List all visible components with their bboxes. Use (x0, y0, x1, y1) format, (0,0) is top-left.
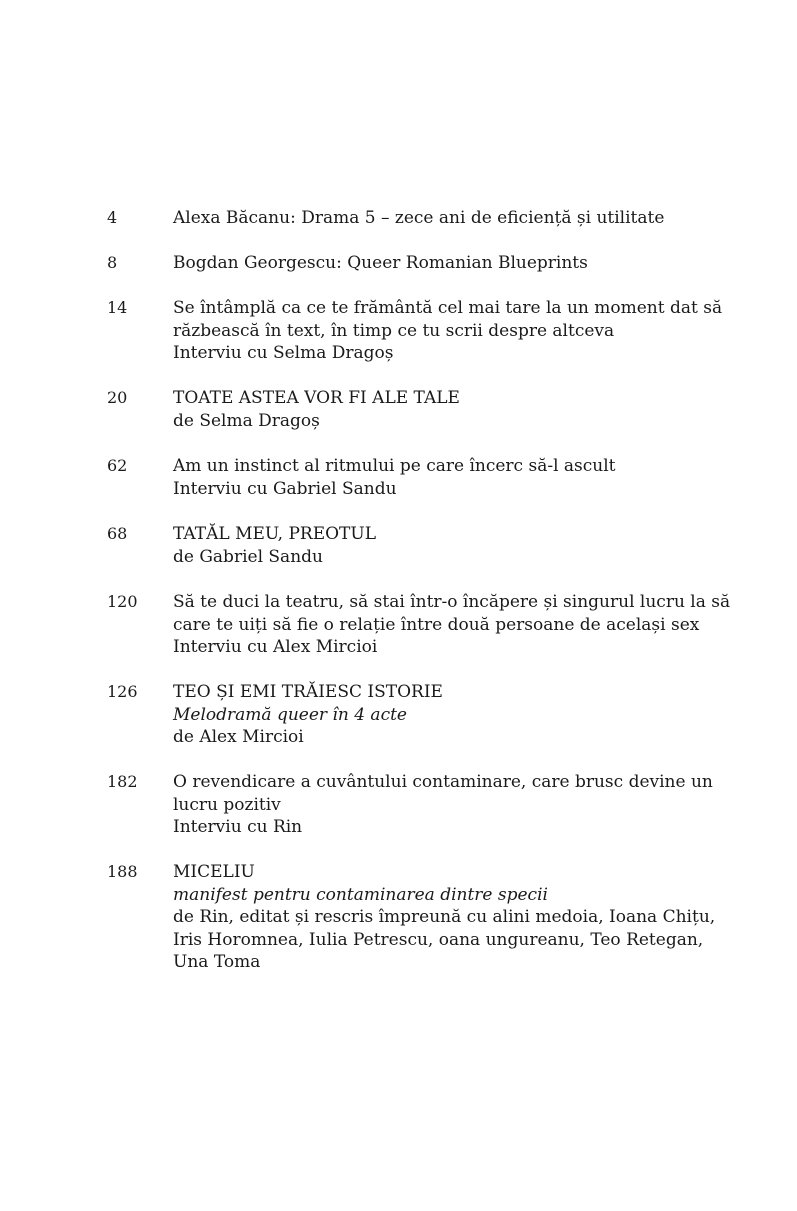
toc-page-number: 68 (107, 524, 128, 543)
toc-entry (0, 207, 797, 252)
toc-title: Se întâmplă ca ce te frământă cel mai tare la un moment dat să (173, 298, 723, 318)
toc-entry-text (173, 455, 733, 500)
toc-page-number: 182 (107, 772, 138, 791)
toc-entry-text (173, 681, 733, 749)
toc-entry-text (173, 591, 733, 659)
toc-byline: Interviu cu Alex Mircioi (173, 637, 378, 657)
toc-title: Am un instinct al ritmului pe care încerc să-l ascult (173, 456, 616, 476)
toc-title: răzbească în text, în timp ce tu scrii despre altceva (173, 320, 615, 341)
toc-byline: de Alex Mircioi (173, 727, 304, 747)
toc-page-number: 188 (107, 862, 138, 881)
toc-entry (0, 771, 797, 861)
toc-byline: Interviu cu Rin (173, 817, 303, 837)
toc-subtitle: Melodramă queer în 4 acte (173, 704, 407, 725)
toc-entry-text (173, 771, 733, 839)
toc-title: Să te duci la teatru, să stai într-o încăpere și singurul lucru la să (173, 592, 731, 612)
toc-entry-text (173, 207, 733, 230)
toc-subtitle: manifest pentru contaminarea dintre specii (173, 884, 548, 905)
toc-entry (0, 523, 797, 591)
toc-page-number: 8 (107, 253, 118, 272)
toc-byline: Una Toma (173, 952, 261, 972)
toc-entry (0, 455, 797, 523)
toc-title: TEO ȘI EMI TRĂIESC ISTORIE (173, 682, 443, 702)
toc-byline: Interviu cu Selma Dragoș (173, 343, 394, 363)
toc-entry (0, 387, 797, 455)
toc-entry-text (173, 297, 733, 365)
toc-entry (0, 681, 797, 771)
toc-byline: Iris Horomnea, Iulia Petrescu, oana ungureanu, Teo Retegan, (173, 929, 704, 950)
toc-title: care te uiți să fie o relație între două persoane de același sex (173, 614, 700, 635)
toc-entry-text (173, 523, 733, 568)
toc-entry (0, 591, 797, 681)
toc-byline: de Gabriel Sandu (173, 546, 323, 567)
toc-title: MICELIU (173, 862, 255, 882)
toc-entry (0, 861, 797, 971)
toc-title: Alexa Băcanu: Drama 5 – zece ani de eficiență și utilitate (173, 208, 665, 228)
toc-byline: Interviu cu Gabriel Sandu (173, 478, 397, 499)
toc-page-number: 14 (107, 298, 128, 317)
toc-title: TATĂL MEU, PREOTUL (173, 524, 376, 544)
toc-byline: de Rin, editat și rescris împreună cu alini medoia, Ioana Chițu, (173, 907, 716, 927)
toc-entry (0, 252, 797, 297)
toc-entry (0, 297, 797, 387)
toc-title: TOATE ASTEA VOR FI ALE TALE (173, 388, 460, 408)
toc-entry-text (173, 861, 733, 974)
toc-page-number: 62 (107, 456, 128, 475)
toc-page-number: 20 (107, 388, 128, 407)
toc-entry-text (173, 252, 733, 275)
toc-title: O revendicare a cuvântului contaminare, care brusc devine un (173, 772, 713, 792)
toc-title: Bogdan Georgescu: Queer Romanian Blueprints (173, 253, 588, 273)
toc-byline: de Selma Dragoș (173, 410, 320, 431)
toc-page-number: 4 (107, 208, 118, 227)
toc-entry-text (173, 387, 733, 432)
toc-title: lucru pozitiv (173, 794, 281, 815)
toc-page-number: 126 (107, 682, 138, 701)
table-of-contents (0, 207, 797, 971)
toc-page-number: 120 (107, 592, 138, 611)
